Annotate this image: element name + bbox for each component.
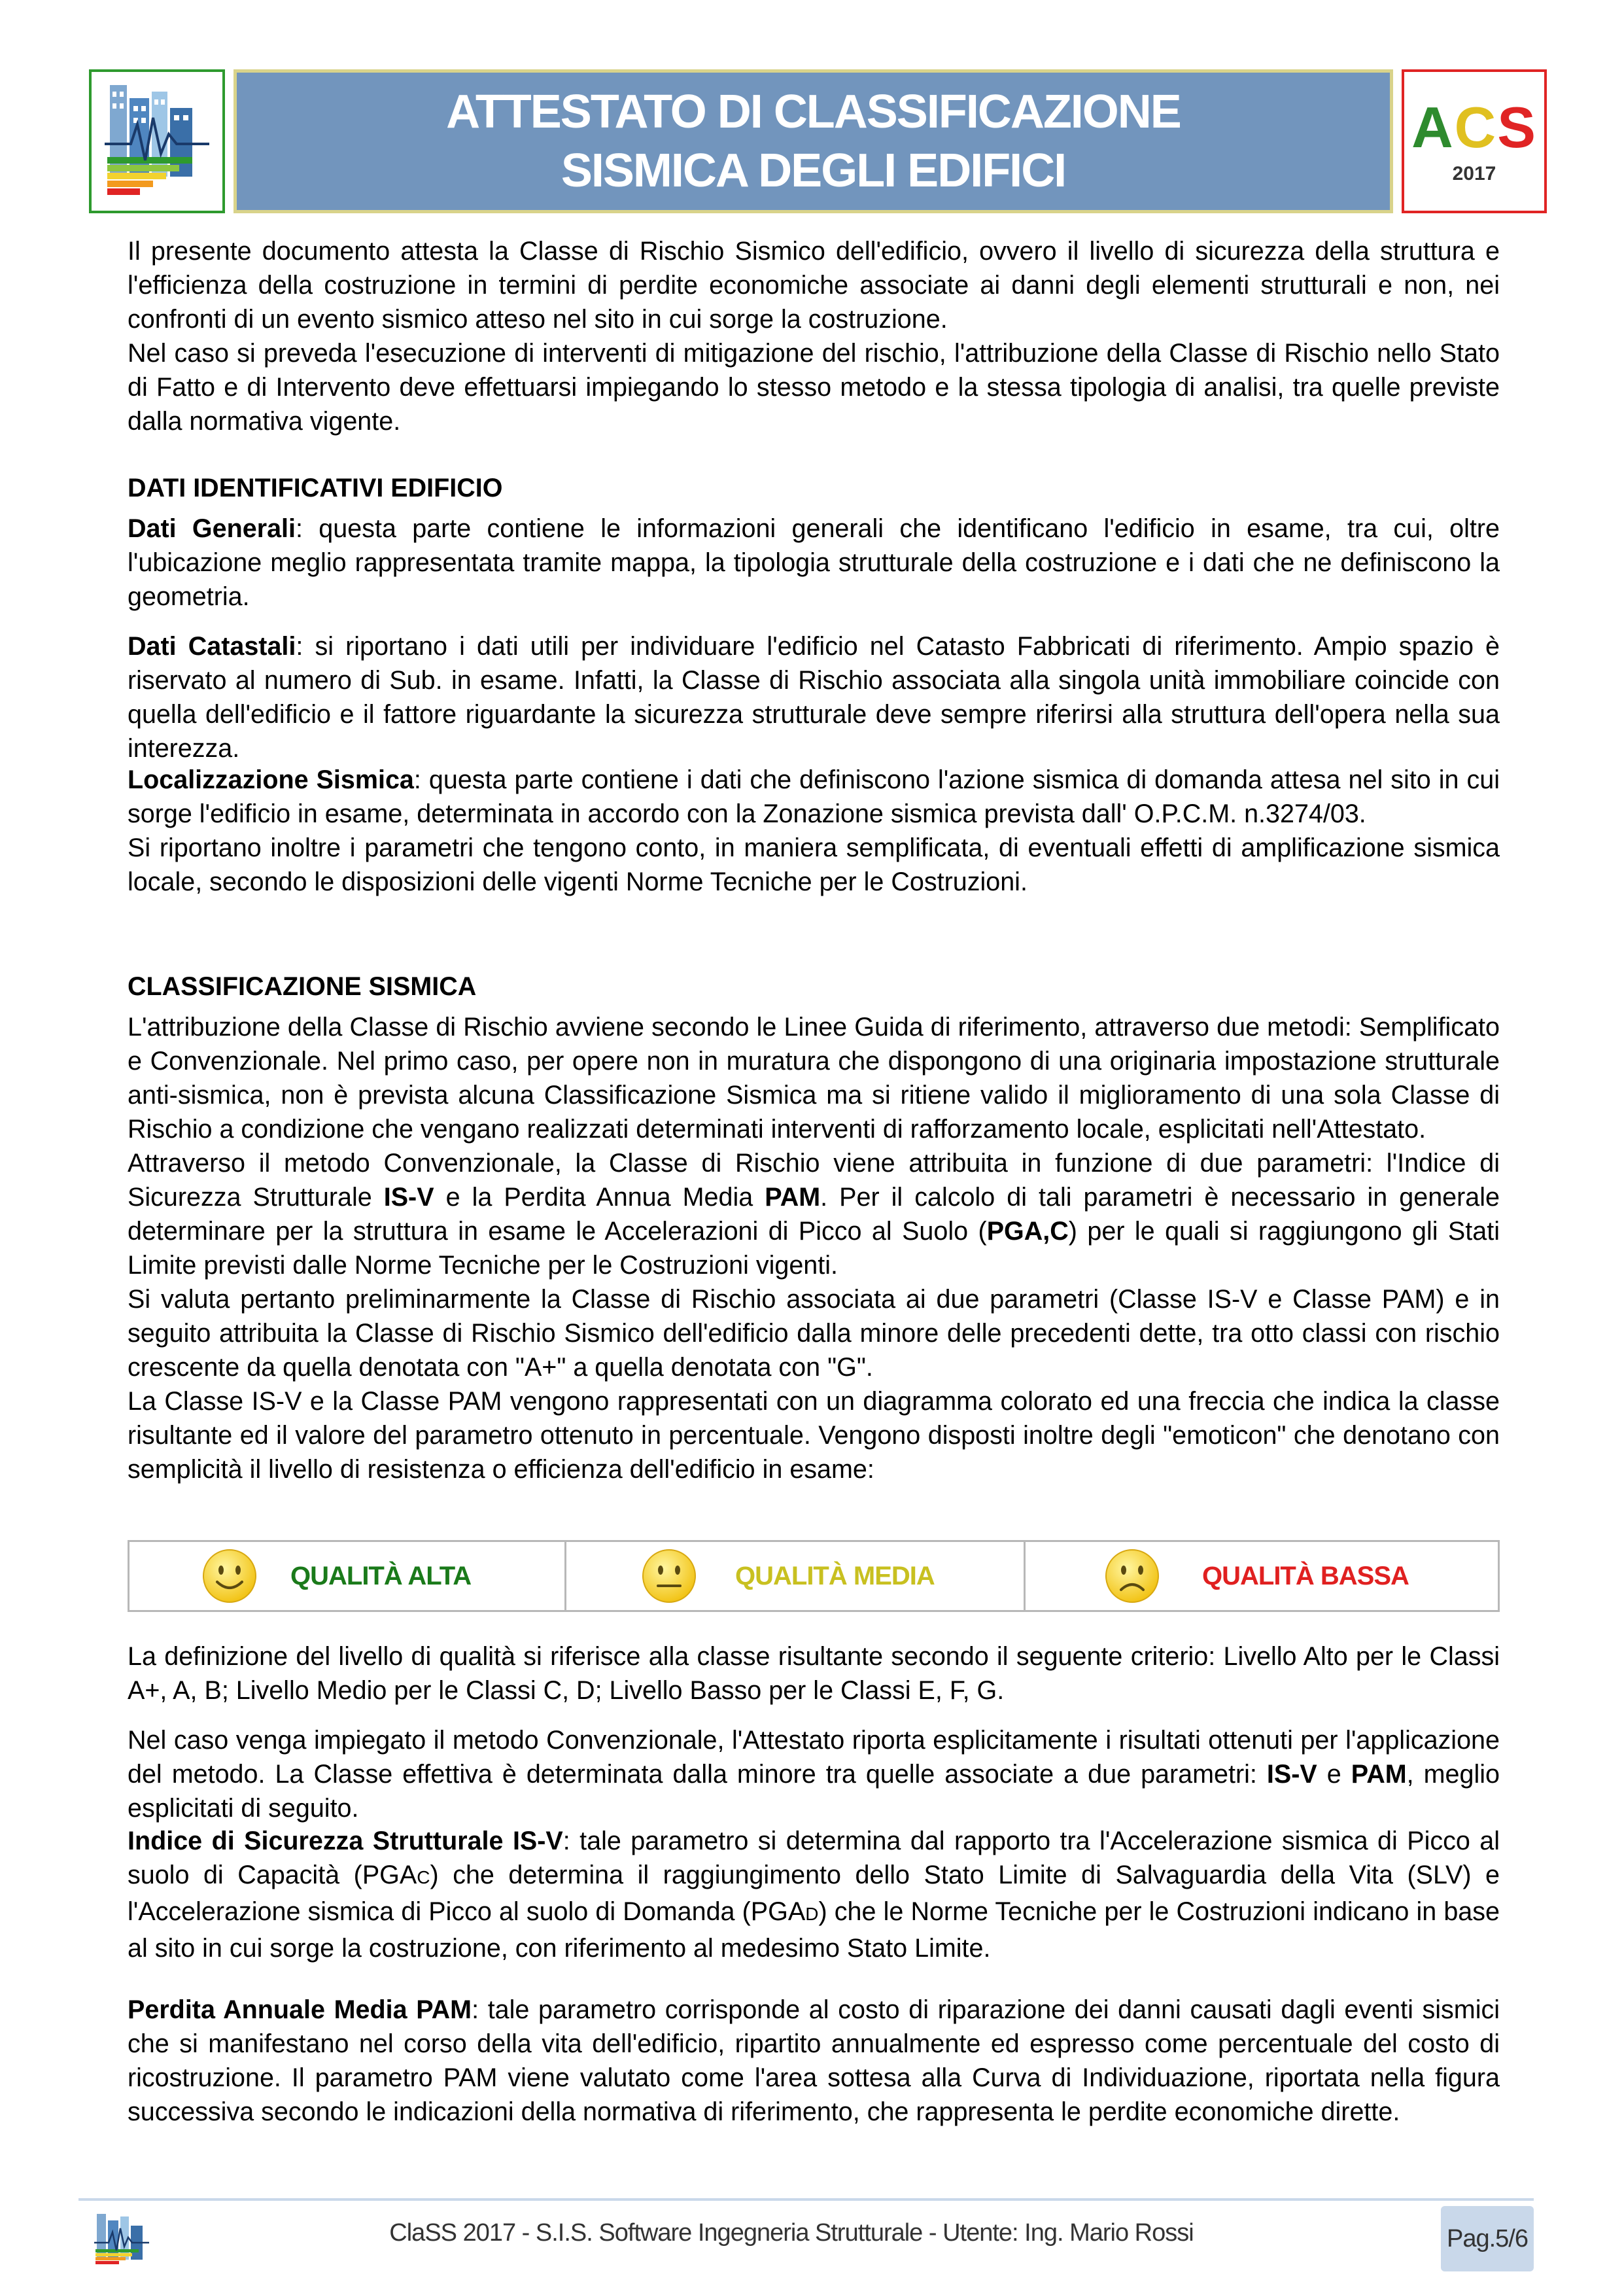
quality-bassa-label: QUALITÀ BASSA — [1202, 1561, 1409, 1590]
neutral-face-icon — [640, 1547, 699, 1605]
localizzazione-text-2: Si riportano inoltre i parametri che tengono conto, in maniera semplificata, di eventuali effetti di amplificazione sismica locale, secondo le disposizioni delle vigenti Norme Tecniche per le Costruzioni. — [128, 833, 1500, 896]
footer-divider — [78, 2198, 1534, 2201]
classificazione-p4: La Classe IS-V e la Classe PAM vengono rappresentati con un diagramma colorato ed una freccia che indica la classe risultante ed il valore del parametro ottenuto in percentuale. Vengono disposti inoltre degli "emoticon" che denotano con semplicità il livello di resistenza o efficienza dell'edificio in esame: — [128, 1387, 1500, 1484]
dati-catastali-paragraph — [128, 629, 1500, 765]
page-number: Pag.5/6 — [1441, 2206, 1534, 2271]
building-logo-icon — [92, 72, 222, 211]
building-logo-small-icon — [89, 2206, 154, 2271]
quality-legend-table — [128, 1540, 1500, 1612]
acs-logo-text: ACS — [1411, 95, 1537, 160]
footer-logo — [89, 2206, 154, 2271]
localizzazione-term: Localizzazione Sismica — [128, 765, 414, 794]
localizzazione-text: : questa parte contiene i dati che definiscono l'azione sismica di domanda attesa nel sito in cui sorge l'edificio in esame, determinata in accordo con la Zonazione sismica prevista dall' O.P.C.M. n.3274/03. — [128, 765, 1500, 828]
pam-paragraph: Perdita Annuale Media PAM: tale parametro corrisponde al costo di riparazione dei danni causati dagli eventi sismici che si manifestano nel corso della vita dell'edificio, ripartito annualmente ed espresso come percentuale del costo di ricostruzione. Il parametro PAM viene valutato come l'area sottesa alla Curva di Individuazione, riportata nella figura successiva secondo le indicazioni della normativa di riferimento, che rappresenta le perdite economiche dirette. — [128, 1995, 1500, 2126]
isv-paragraph: Indice di Sicurezza Strutturale IS-V: tale parametro si determina dal rapporto tra l'Accelerazione sismica di Picco al suolo di Capacità (PGAC) che determina il raggiungimento dello Stato Limite di Salvaguardia della Vita (SLV) e l'Accelerazione sismica di Picco al suolo di Domanda (PGAD) che le Norme Tecniche per le Costruzioni indicano in base al sito in cui sorge la costruzione, con riferimento al medesimo Stato Limite. — [128, 1827, 1500, 1963]
happy-face-icon — [200, 1547, 259, 1605]
sad-face-icon — [1103, 1547, 1162, 1605]
intro-p2: Nel caso si preveda l'esecuzione di interventi di mitigazione del rischio, l'attribuzione della Classe di Rischio nello Stato di Fatto e di Intervento deve effettuarsi impiegando lo stesso metodo e la stessa tipologia di analisi, tra quelle previste dalla normativa vigente. — [128, 339, 1500, 436]
classificazione-p3: Si valuta pertanto preliminarmente la Classe di Rischio associata ai due parametri (Classe IS-V e Classe PAM) e in seguito attribuita la Classe di Rischio Sismico dell'edificio dalla minore delle precedenti dette, tra otto classi con rischio crescente da quella denotata con "A+" a quella denotata con "G". — [128, 1285, 1500, 1382]
quality-cell-media — [564, 1542, 1024, 1610]
document-title — [233, 69, 1393, 213]
section-heading-dati: DATI IDENTIFICATIVI EDIFICIO — [128, 474, 503, 502]
section-heading-classificazione: CLASSIFICAZIONE SISMICA — [128, 972, 477, 1001]
pam-term: Perdita Annuale Media PAM — [128, 1995, 472, 2024]
app-logo — [89, 69, 225, 213]
title-line-1: ATTESTATO DI CLASSIFICAZIONE — [446, 86, 1181, 138]
acs-year: 2017 — [1452, 163, 1496, 184]
dati-catastali-term: Dati Catastali — [128, 632, 296, 661]
acs-badge — [1402, 69, 1547, 213]
dati-generali-term: Dati Generali — [128, 514, 296, 543]
dati-generali-text: : questa parte contiene le informazioni generali che identificano l'edificio in esame, tra cui, oltre l'ubicazione meglio rappresentata tramite mappa, la tipologia strutturale della costruzione e i dati che ne definiscono la geometria. — [128, 514, 1500, 611]
dati-catastali-text: : si riportano i dati utili per individuare l'edificio nel Catasto Fabbricati di riferimento. Ampio spazio è riservato al numero di Sub. in esame. Infatti, la Classe di Rischio associata alla singola unità immobiliare coincide con quella dell'edificio e il fattore riguardante la sicurezza strutturale deve sempre riferirsi alla struttura dell'opera nella sua interezza. — [128, 632, 1500, 763]
title-line-2: SISMICA DEGLI EDIFICI — [561, 145, 1066, 197]
dati-generali-paragraph — [128, 512, 1500, 614]
isv-term: Indice di Sicurezza Strutturale IS-V — [128, 1827, 563, 1855]
classificazione-body — [128, 1010, 1500, 1486]
livello-criterio-paragraph: La definizione del livello di qualità si riferisce alla classe risultante secondo il seguente criterio: Livello Alto per le Classi A+, A, B; Livello Medio per le Classi C, D; Livello Basso per le Classi E, F, G. — [128, 1642, 1500, 1705]
intro-p1: Il presente documento attesta la Classe di Rischio Sismico dell'edificio, ovvero il livello di sicurezza della struttura e l'efficienza della costruzione in termini di perdite economiche associate ai danni degli elementi strutturali e non, nei confronti di un evento sismico atteso nel sito in cui sorge la costruzione. — [128, 237, 1500, 334]
metodo-convenzionale-paragraph: Nel caso venga impiegato il metodo Convenzionale, l'Attestato riporta esplicitamente i risultati ottenuti per l'applicazione del metodo. La Classe effettiva è determinata dalla minore tra quelle associate a due parametri: IS-V e PAM, meglio esplicitati di seguito. — [128, 1726, 1500, 1823]
classificazione-p2: Attraverso il metodo Convenzionale, la Classe di Rischio viene attribuita in funzione di due parametri: l'Indice di Sicurezza Strutturale IS-V e la Perdita Annua Media PAM. Per il calcolo di tali parametri è necessario in generale determinare per la struttura in esame le Accelerazioni di Picco al Suolo (PGA,C) per le quali si raggiungono gli Stati Limite previsti dalle Norme Tecniche per le Costruzioni vigenti. — [128, 1149, 1500, 1280]
quality-media-label: QUALITÀ MEDIA — [735, 1561, 935, 1590]
quality-cell-alta — [130, 1542, 564, 1610]
footer-text: ClaSS 2017 - S.I.S. Software Ingegneria Strutturale - Utente: Ing. Mario Rossi — [389, 2219, 1194, 2247]
quality-alta-label: QUALITÀ ALTA — [290, 1561, 472, 1590]
intro-paragraph — [128, 234, 1500, 438]
quality-cell-bassa — [1024, 1542, 1498, 1610]
localizzazione-paragraph — [128, 763, 1500, 899]
classificazione-p1: L'attribuzione della Classe di Rischio avviene secondo le Linee Guida di riferimento, attraverso due metodi: Semplificato e Convenzionale. Nel primo caso, per opere non in muratura che dispongono di una originaria impostazione strutturale anti-sismica, non è prevista alcuna Classificazione Sismica ma si ritiene valido il miglioramento di una sola Classe di Rischio a condizione che vengano realizzati determinati interventi di rafforzamento locale, esplicitati nell'Attestato. — [128, 1013, 1500, 1144]
